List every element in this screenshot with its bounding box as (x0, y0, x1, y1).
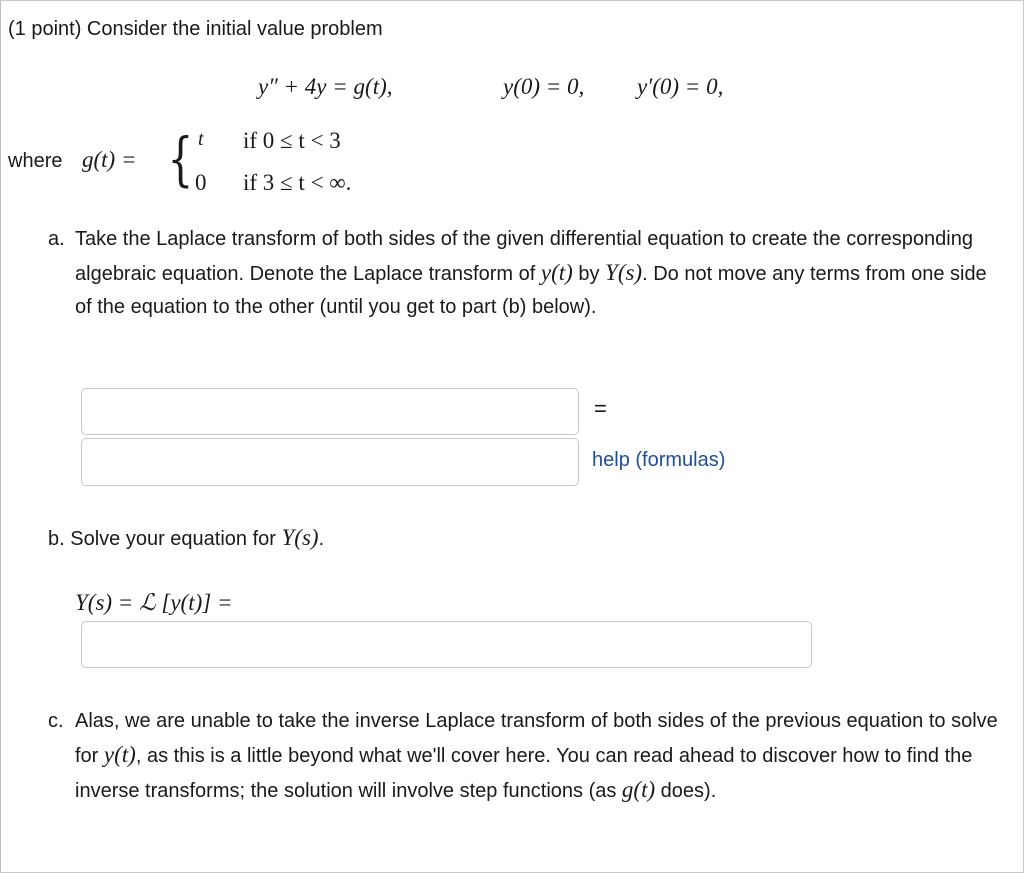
part-c-paragraph: c. Alas, we are unable to take the inverse Laplace transform of both sides of the previous equation to solve for y(t), as this is a little beyond what we'll cover here. You can read ahead to discover how to find the inverse transforms; the solution will involve step functions (as g(t) does). (48, 705, 1008, 808)
initial-condition-2: y′(0) = 0, (637, 74, 724, 99)
part-b-label: b. (48, 528, 65, 550)
case-value-1: t (198, 128, 204, 150)
case-condition-2: if 3 ≤ t < ∞. (243, 170, 352, 195)
part-a-paragraph: a. Take the Laplace transform of both sides of the given differential equation to create the corresponding algebraic equation. Denote the Laplace transform of y(t) by Y(s). Do not move any terms from one side of the equation to the other (until you get to part (b) below). (48, 223, 1008, 324)
initial-condition-1: y(0) = 0, (503, 74, 585, 99)
case-condition-1: if 0 ≤ t < 3 (243, 128, 341, 153)
part-c-label: c. (48, 710, 64, 732)
where-label: where (8, 150, 63, 172)
ode-equation: y″ + 4y = g(t), (258, 74, 393, 99)
Y-of-s: Y(s) (605, 260, 643, 285)
y-of-t-c: y(t) (103, 742, 136, 767)
problem-header: (1 point) Consider the initial value problem (8, 18, 383, 40)
Y-of-s-input[interactable] (81, 621, 812, 668)
left-brace: { (167, 125, 194, 193)
part-b-paragraph: b. Solve your equation for Y(s). (48, 525, 325, 550)
g-definition: g(t) = (82, 147, 137, 172)
y-of-t: y(t) (540, 260, 573, 285)
g-of-t-c: g(t) (621, 777, 656, 802)
laplace-rhs-input[interactable] (81, 438, 579, 486)
part-a-label: a. (48, 228, 65, 250)
Y-of-s-b: Y(s) (281, 525, 319, 550)
laplace-lhs-input[interactable] (81, 388, 579, 435)
case-value-2: 0 (195, 170, 207, 195)
help-formulas-link[interactable]: help (formulas) (592, 449, 726, 471)
equals-sign: = (594, 396, 607, 421)
laplace-expression: Y(s) = ℒ [y(t)] = (75, 590, 233, 615)
